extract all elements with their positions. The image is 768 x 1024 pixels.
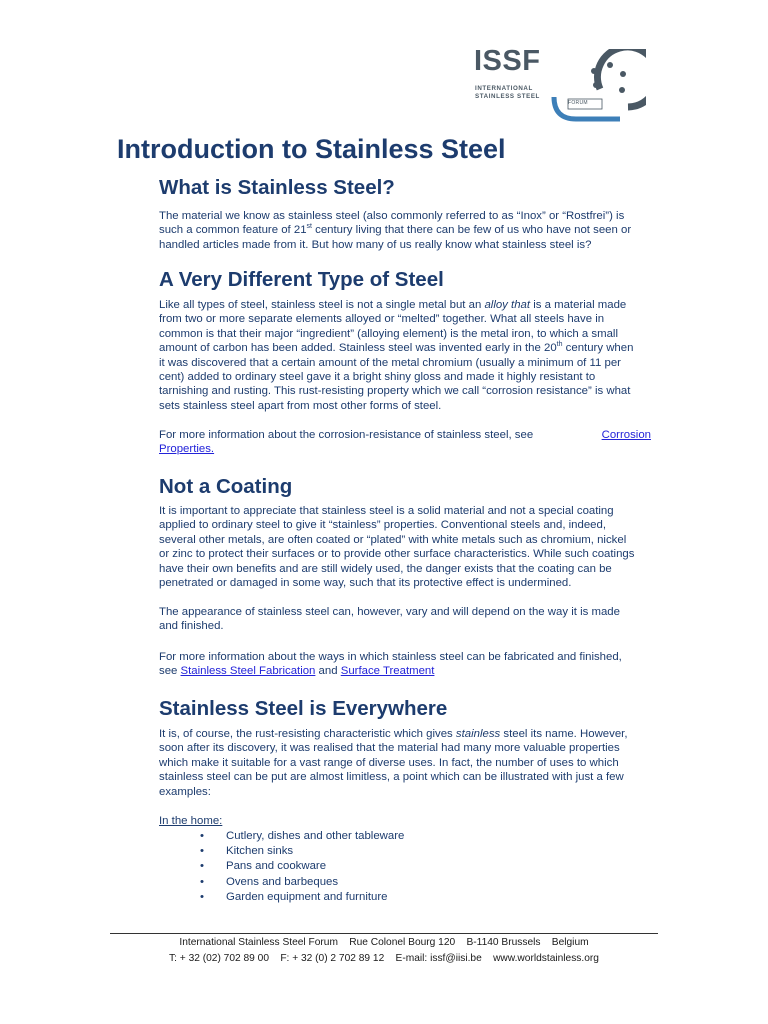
corrosion-info-paragraph	[159, 428, 651, 457]
paragraph-not-a-coating	[159, 504, 651, 590]
text-line: It is, of course, the rust-resisting characteristic which gives stainless steel its name. However,	[159, 728, 628, 740]
text-line: penetrated or damaged in some way, such that its protective effect is undermined.	[159, 576, 572, 589]
logo-subtitle-line1: INTERNATIONAL	[475, 85, 533, 92]
text-line: The appearance of stainless steel can, however, vary and will depend on the way it is made	[159, 606, 620, 618]
logo-wordmark: ISSF	[474, 45, 541, 77]
forum-emblem-icon	[550, 49, 646, 125]
paragraph-everywhere	[159, 727, 651, 799]
text-line: It is important to appreciate that stainless steel is a solid material and not a special coating	[159, 505, 614, 517]
list-item: • Ovens and barbeques	[200, 875, 404, 890]
heading-what-is: What is Stainless Steel?	[159, 176, 395, 199]
text-line: from two or more separate elements alloyed or “melted” together. What all steels have in	[159, 313, 605, 326]
text-line: Like all types of steel, stainless steel is not a single metal but an alloy that is a material made	[159, 299, 627, 311]
home-uses-list	[200, 829, 404, 905]
text-line: In the home:	[159, 815, 223, 827]
list-item: • Pans and cookware	[200, 859, 404, 874]
text-line: soon after its discovery, it was realised that the material had many more valuable properties	[159, 742, 620, 755]
footer-divider	[110, 933, 658, 934]
text-line: For more information about the corrosion-resistance of stainless steel, see	[159, 429, 537, 441]
text-line: common is that their major “ingredient” (alloying element) is the metal iron, to which a small	[159, 327, 618, 340]
text-line: and	[315, 665, 341, 678]
text-line: examples:	[159, 785, 211, 798]
text-line: and finished.	[159, 620, 224, 633]
text-line: or zinc to protect their surfaces or to provide other surface characteristics. While such coatings	[159, 548, 635, 561]
text-line: several other metals, are often coated or “plated” with white metals such as chromium, nickel	[159, 533, 627, 546]
text-line: The material we know as stainless steel (also commonly referred to as “Inox” or “Rostfrei”) is	[159, 210, 625, 222]
surface-treatment-link[interactable]: Surface Treatment	[340, 665, 435, 678]
paragraph-what-is	[159, 209, 651, 252]
text-line: see	[159, 665, 181, 678]
list-item: • Garden equipment and furniture	[200, 890, 404, 905]
heading-not-a-coating: Not a Coating	[159, 475, 293, 498]
logo-subtitle	[475, 85, 540, 101]
heading-different-type: A Very Different Type of Steel	[159, 268, 444, 291]
text-line: sets stainless steel apart from most other forms of steel.	[159, 399, 442, 412]
stainless-steel-fabrication-link[interactable]: Stainless Steel Fabrication	[180, 665, 316, 678]
paragraph-different-type	[159, 298, 651, 413]
corrosion-properties-link-continued[interactable]: Properties.	[159, 443, 215, 456]
heading-everywhere: Stainless Steel is Everywhere	[159, 697, 448, 720]
corrosion-properties-link[interactable]: Corrosion	[601, 429, 651, 441]
text-line: handled articles made from it. But how many of us really know what stainless steel is?	[159, 238, 592, 251]
footer-contact: T: + 32 (02) 702 89 00 F: + 32 (0) 2 702 89 12 E-mail: issf@iisi.be www.worldstainless.org	[169, 953, 599, 964]
logo-forum-label: FORUM	[568, 100, 588, 106]
text-line: For more information about the ways in which stainless steel can be fabricated and finished,	[159, 651, 622, 663]
fabrication-info-paragraph	[159, 650, 651, 679]
logo-subtitle-line2: STAINLESS STEEL	[475, 93, 540, 100]
page-title: Introduction to Stainless Steel	[117, 134, 506, 164]
text-line: it was discovered that a certain amount of the metal chromium (usually a minimum of 11 per	[159, 356, 621, 369]
text-line: stainless steel can be put are almost limitless, a point which can be illustrated with just a few	[159, 771, 624, 784]
text-line: such a common feature of 21st century living that there can be few of us who have not seen or	[159, 223, 632, 237]
text-line: amount of carbon has been added. Stainless steel was invented early in the 20th century when	[159, 341, 634, 355]
issf-logo	[474, 47, 649, 123]
text-line: applied to ordinary steel to give it “stainless” properties. Conventional steels and, indeed,	[159, 519, 607, 532]
home-uses-label	[159, 814, 651, 828]
list-item: • Cutlery, dishes and other tableware	[200, 829, 404, 844]
list-item: • Kitchen sinks	[200, 844, 404, 859]
text-line: tarnishing and rusting. This rust-resisting property which we call “corrosion resistance” is what	[159, 385, 631, 398]
text-line: cent) added to ordinary steel gave it a bright shiny gloss and made it highly resistant to	[159, 370, 596, 383]
footer-address: International Stainless Steel Forum Rue Colonel Bourg 120 B-1140 Brussels Belgium	[179, 937, 589, 948]
paragraph-appearance	[159, 605, 651, 634]
text-line: have their own benefits and are still widely used, the danger exists that the coating can be	[159, 562, 612, 575]
text-line: which make it suitable for a vast range of diverse uses. In fact, the number of uses to which	[159, 756, 619, 769]
